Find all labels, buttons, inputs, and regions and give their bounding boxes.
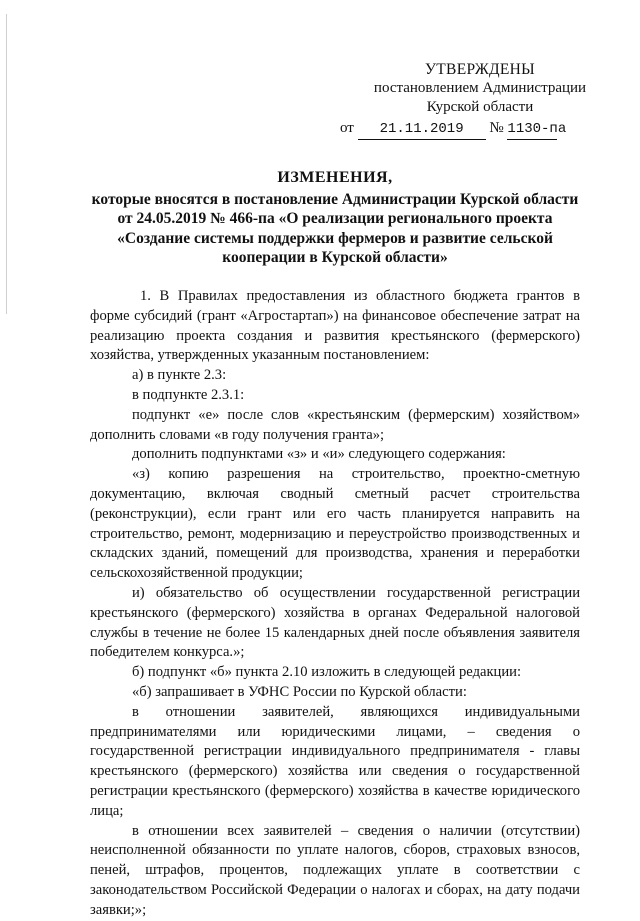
- number-prefix: №: [489, 120, 504, 136]
- date-prefix: от: [340, 120, 354, 136]
- paragraph: «б) запрашивает в УФНС России по Курской области:: [132, 683, 467, 700]
- paragraph: в отношении заявителей, являющихся индивидуальными предпринимателями или юридическими лицами, – сведения о государственной регистрации индивидуального предпринимателя - главы крестьянского (фермерского) хозяйства или сведения о государственной регистрации крестьянского (фермерского) хозяйства в качестве юридического лица;: [90, 703, 580, 819]
- paragraph: «з) копию разрешения на строительство, проектно-сметную документацию, включая сводный сметный расчет строительства (реконструкции), если грант или его часть планируется направить на строительство, ремонт, модернизацию и переустройство производственных и складских зданий, помещений для производства, хранения и переработки сельскохозяйственной продукции;: [90, 466, 580, 582]
- heading-line: «Создание системы поддержки фермеров и развитие сельской: [117, 229, 553, 247]
- paragraph: подпункт «е» после слов «крестьянским (фермерским) хозяйством» дополнить словами «в году получения гранта»;: [90, 406, 580, 443]
- paragraph: в подпункте 2.3.1:: [132, 386, 245, 403]
- paragraph: и) обязательство об осуществлении государственной регистрации крестьянского (фермерского) хозяйства в органах Федеральной налоговой службы в течение не более 15 календарных дней после объявления заявителя победителем конкурса.»;: [90, 584, 580, 661]
- approval-number: 1130-па: [507, 120, 557, 140]
- approval-date: 21.11.2019: [358, 120, 486, 140]
- paragraph: дополнить подпунктами «з» и «и» следующего содержания:: [132, 446, 506, 463]
- heading-title: ИЗМЕНЕНИЯ,: [277, 169, 393, 186]
- paragraph: 1. В Правилах предоставления из областного бюджета грантов в форме субсидий (грант «Агростартап») на финансовое обеспечение затрат на реализацию проекта создания и развития крестьянского (фермерского) хозяйства, утвержденных указанным постановлением:: [90, 288, 580, 364]
- heading-line: от 24.05.2019 № 466-па «О реализации регионального проекта: [117, 210, 553, 227]
- scan-edge-line: [6, 14, 7, 314]
- document-heading: [90, 168, 580, 268]
- approval-line-1: постановлением Администрации: [373, 80, 587, 96]
- approval-title: УТВЕРЖДЕНЫ: [425, 61, 535, 78]
- paragraph: б) подпункт «б» пункта 2.10 изложить в следующей редакции:: [132, 664, 522, 681]
- approval-date-row: [340, 119, 620, 140]
- heading-line: которые вносятся в постановление Администрации Курской области: [91, 190, 579, 208]
- approval-line-2: Курской области: [426, 99, 534, 115]
- approval-block: [340, 60, 620, 140]
- heading-line: кооперации в Курской области»: [222, 249, 448, 266]
- paragraph: в отношении всех заявителей – сведения о наличии (отсутствии) неисполненной обязанности по уплате налогов, сборов, страховых взносов, пеней, штрафов, процентов, подлежащих уплате в соответствии с законодательством Российской Федерации о налогах и сборах, на дату подачи заявки;»;: [90, 822, 580, 918]
- paragraph: а) в пункте 2.3:: [132, 367, 227, 384]
- document-body: [90, 287, 580, 921]
